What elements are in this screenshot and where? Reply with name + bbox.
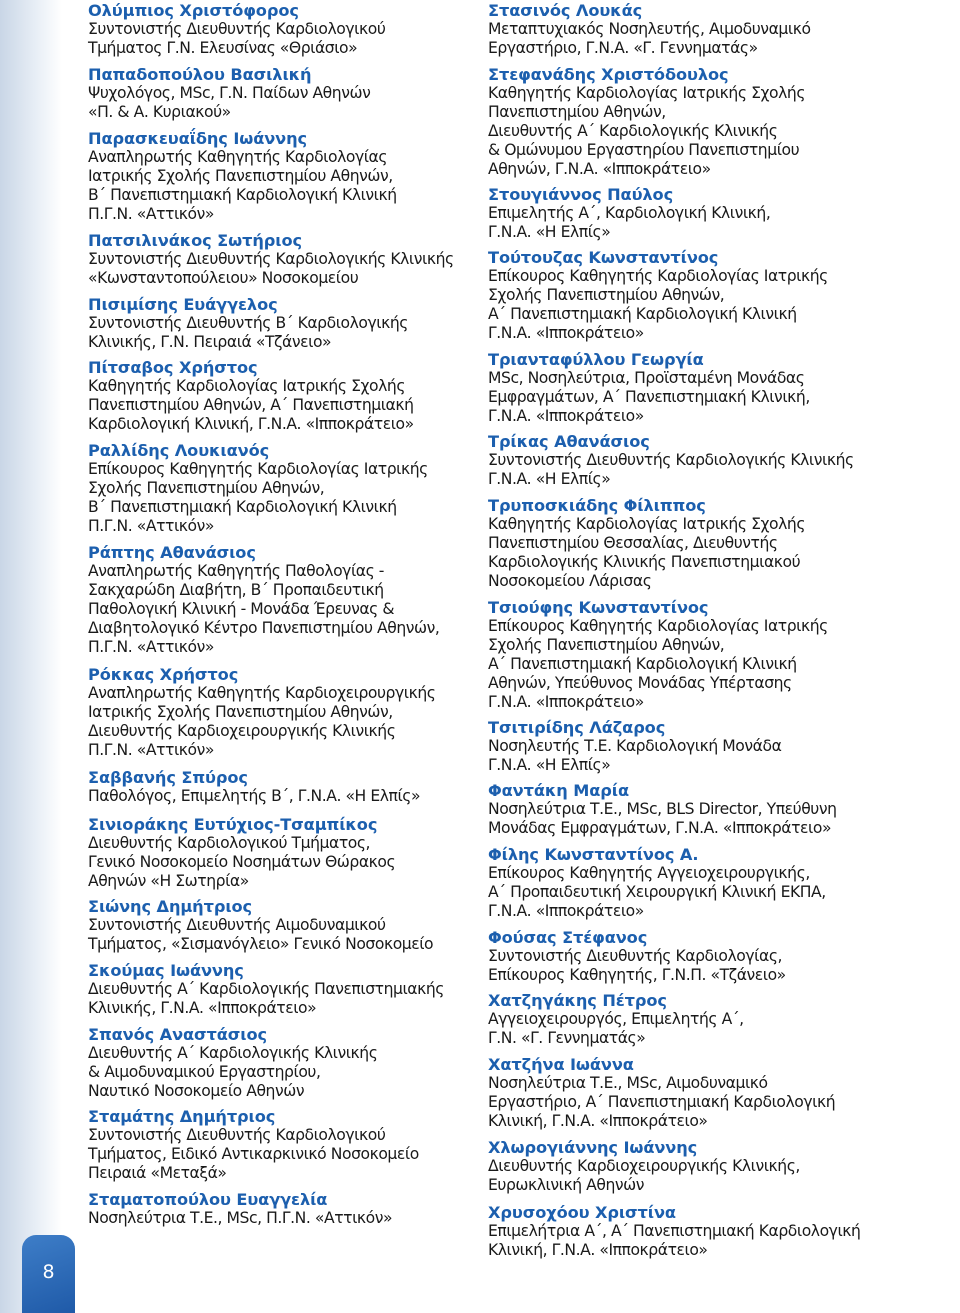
entry-name: Φούσας Στέφανος [488,928,648,947]
entry-affiliation-line: Επίκουρος Καθηγητής Καρδιολογίας Ιατρικής [88,460,428,478]
entry-affiliation-line: Γ.Ν.Α. «Η Ελπίς» [488,756,611,774]
entry-affiliation-line: «Κωνσταντοπούλειου» Νοσοκομείου [88,269,359,287]
entry-affiliation-line: Νοσηλευτής Τ.Ε. Καρδιολογική Μονάδα [488,737,782,755]
entry-name: Τούτουζας Κωνσταντίνος [488,248,719,267]
entry-name: Στουγιάννος Παύλος [488,185,674,204]
entry-name: Παπαδοπούλου Βασιλική [88,65,312,84]
entry-affiliation-line: Συντονιστής Διευθυντής Καρδιολογικής Κλινικής [88,250,454,268]
entry-affiliation-line: Μεταπτυχιακός Νοσηλευτής, Αιμοδυναμικό [488,20,811,38]
entry-affiliation-line: Εμφραγμάτων, Α΄ Πανεπιστημιακή Κλινική, [488,388,810,406]
entry-affiliation-line: Ευρωκλινική Αθηνών [488,1176,645,1194]
entry-affiliation-line: Αναπληρωτής Καθηγητής Καρδιοχειρουργικής [88,684,436,702]
page-number: 8 [42,1261,55,1283]
entry-affiliation-line: Ψυχολόγος, MSc, Γ.Ν. Παίδων Αθηνών [88,84,371,102]
entry-name: Χατζήνα Ιωάννα [488,1055,634,1074]
directory-entry [88,1107,419,1183]
entry-name: Σταμάτης Δημήτριος [88,1107,276,1126]
entry-affiliation-line: Ναυτικό Νοσοκομείο Αθηνών [88,1082,305,1100]
directory-entry [88,358,414,434]
directory-entry [88,768,420,806]
entry-affiliation-line: Γ.Ν.Α. «Η Ελπίς» [488,223,611,241]
entry-affiliation-line: Διευθυντής Α΄ Καρδιολογικής Κλινικής [88,1044,378,1062]
directory-entry [88,1025,377,1101]
entry-affiliation-line: Συντονιστής Διευθυντής Καρδιολογίας, [488,947,783,965]
directory-entry [88,1190,392,1228]
entry-name: Φαντάκη Μαρία [488,781,629,800]
entry-affiliation-line: Αθηνών «Η Σωτηρία» [88,872,249,890]
entry-name: Σκούμας Ιωάννης [88,961,244,980]
entry-name: Ράπτης Αθανάσιος [88,543,256,562]
entry-name: Χατζηγάκης Πέτρος [488,991,667,1010]
entry-affiliation-line: Πανεπιστημίου Αθηνών, Α΄ Πανεπιστημιακή [88,396,414,414]
entry-affiliation-line: Νοσηλεύτρια Τ.Ε., MSc, BLS Director, Υπεύθυνη [488,800,837,818]
entry-affiliation-line: Επίκουρος Καθηγητής Αγγειοχειρουργικής, [488,864,810,882]
entry-name: Σταματοπούλου Ευαγγελία [88,1190,328,1209]
directory-entry [88,665,435,760]
entry-affiliation-line: Νοσηλεύτρια Τ.Ε., MSc, Αιμοδυναμικό [488,1074,768,1092]
entry-affiliation-line: Α΄ Προπαιδευτική Χειρουργική Κλινική ΕΚΠΑ, [488,883,826,901]
directory-entry [488,350,810,426]
entry-affiliation-line: Διευθυντής Καρδιοχειρουργικής Κλινικής [88,722,396,740]
entry-affiliation-line: «Π. & Α. Κυριακού» [88,103,231,121]
entry-affiliation-line: Διευθυντής Καρδιοχειρουργικής Κλινικής, [488,1157,800,1175]
entry-affiliation-line: Διευθυντής Καρδιολογικού Τμήματος, [88,834,371,852]
directory-entry [88,897,433,954]
entry-affiliation-line: Π.Γ.Ν. «Αττικόν» [88,638,214,656]
directory-entry [88,65,370,122]
entry-affiliation-line: Α΄ Πανεπιστημιακή Καρδιολογική Κλινική [488,655,797,673]
entry-affiliation-line: Β΄ Πανεπιστημιακή Καρδιολογική Κλινική [88,186,397,204]
entry-affiliation-line: Τμήματος, Ειδικό Αντικαρκινικό Νοσοκομείο [88,1145,419,1163]
entry-affiliation-line: Πανεπιστημίου Αθηνών, [488,103,666,121]
entry-affiliation-line: Αναπληρωτής Καθηγητής Καρδιολογίας [88,148,388,166]
entry-affiliation-line: Εργαστήριο, Α΄ Πανεπιστημιακή Καρδιολογική [488,1093,836,1111]
directory-entry [488,718,781,775]
entry-affiliation-line: Συντονιστής Διευθυντής Καρδιολογικού [88,20,386,38]
directory-entry [88,441,428,536]
entry-affiliation-line: Επίκουρος Καθηγητής Καρδιολογίας Ιατρικής [488,267,828,285]
entry-affiliation-line: Κλινική, Γ.Ν.Α. «Ιπποκράτειο» [488,1241,708,1259]
entry-affiliation-line: Συντονιστής Διευθυντής Καρδιολογικής Κλινικής [488,451,854,469]
entry-affiliation-line: Επιμελήτρια Α΄, Α΄ Πανεπιστημιακή Καρδιολογική [488,1222,861,1240]
entry-affiliation-line: Διευθυντής Α΄ Καρδιολογικής Κλινικής [488,122,778,140]
entry-name: Φίλης Κωνσταντίνος Α. [488,845,699,864]
directory-entry [88,543,439,657]
entry-affiliation-line: Τμήματος, «Σισμανόγλειο» Γενικό Νοσοκομείο [88,935,434,953]
entry-affiliation-line: Νοσηλεύτρια Τ.Ε., MSc, Π.Γ.Ν. «Αττικόν» [88,1209,393,1227]
entry-name: Στασινός Λουκάς [488,1,643,20]
entry-name: Σαββανής Σπύρος [88,768,248,787]
entry-affiliation-line: Γενικό Νοσοκομείο Νοσημάτων Θώρακος [88,853,396,871]
entry-affiliation-line: Σακχαρώδη Διαβήτη, Β΄ Προπαιδευτική [88,581,384,599]
entry-affiliation-line: Σχολής Πανεπιστημίου Αθηνών, [488,636,725,654]
entry-affiliation-line: Ιατρικής Σχολής Πανεπιστημίου Αθηνών, [88,167,393,185]
entry-affiliation-line: Παθολόγος, Επιμελητής Β΄, Γ.Ν.Α. «Η Ελπίς» [88,787,421,805]
entry-affiliation-line: Π.Γ.Ν. «Αττικόν» [88,517,214,535]
entry-name: Σιώνης Δημήτριος [88,897,253,916]
entry-name: Χλωρογιάννης Ιωάννης [488,1138,698,1157]
entry-name: Ολύμπιος Χριστόφορος [88,1,299,20]
entry-affiliation-line: Κλινικής, Γ.Ν.Α. «Ιπποκράτειο» [88,999,317,1017]
entry-name: Πατσιλινάκος Σωτήριος [88,231,302,250]
entry-affiliation-line: Β΄ Πανεπιστημιακή Καρδιολογική Κλινική [88,498,397,516]
entry-name: Τριανταφύλλου Γεωργία [488,350,704,369]
entry-name: Τσιούφης Κωνσταντίνος [488,598,709,617]
entry-name: Πίτσαβος Χρήστος [88,358,258,377]
entry-affiliation-line: Διευθυντής Α΄ Καρδιολογικής Πανεπιστημιακής [88,980,445,998]
entry-name: Σινιοράκης Ευτύχιος-Τσαμπίκος [88,815,378,834]
entry-affiliation-line: Μονάδας Εμφραγμάτων, Γ.Ν.Α. «Ιπποκράτειο» [488,819,832,837]
entry-name: Ρόκκας Χρήστος [88,665,239,684]
directory-entry [488,496,805,591]
directory-entry [88,129,397,224]
entry-affiliation-line: Γ.Ν.Α. «Ιπποκράτειο» [488,693,644,711]
directory-entry [88,961,444,1018]
entry-name: Τρίκας Αθανάσιος [488,432,650,451]
entry-affiliation-line: Κλινικής, Γ.Ν. Πειραιά «Τζάνειο» [88,333,332,351]
entry-affiliation-line: Κλινική, Γ.Ν.Α. «Ιπποκράτειο» [488,1112,708,1130]
entry-affiliation-line: Γ.Ν.Α. «Ιπποκράτειο» [488,407,644,425]
directory-entry [488,185,770,242]
directory-entry [488,1203,860,1260]
entry-affiliation-line: Σχολής Πανεπιστημίου Αθηνών, [88,479,325,497]
directory-entry [488,1,811,58]
page-number-tab [22,1235,75,1313]
side-decoration-strip [0,0,62,1313]
entry-affiliation-line: Επίκουρος Καθηγητής Καρδιολογίας Ιατρικής [488,617,828,635]
entry-affiliation-line: Γ.Ν.Α. «Ιπποκράτειο» [488,902,644,920]
entry-affiliation-line: Τμήματος Γ.Ν. Ελευσίνας «Θριάσιο» [88,39,358,57]
entry-name: Παρασκευαΐδης Ιωάννης [88,129,308,148]
entry-affiliation-line: Καθηγητής Καρδιολογίας Ιατρικής Σχολής [488,515,806,533]
directory-entry [488,1138,800,1195]
directory-entry [488,65,805,179]
entry-affiliation-line: Σχολής Πανεπιστημίου Αθηνών, [488,286,725,304]
directory-entry [488,248,828,343]
entry-affiliation-line: MSc, Νοσηλεύτρια, Προϊσταμένη Μονάδας [488,369,805,387]
directory-entry [88,295,408,352]
entry-name: Χρυσοχόου Χριστίνα [488,1203,676,1222]
directory-entry [88,815,395,891]
directory-entry [488,598,828,712]
entry-affiliation-line: Παθολογική Κλινική - Μονάδα Έρευνας & [88,600,395,618]
entry-name: Τσιτιρίδης Λάζαρος [488,718,666,737]
entry-affiliation-line: Α΄ Πανεπιστημιακή Καρδιολογική Κλινική [488,305,797,323]
entry-affiliation-line: Καρδιολογική Κλινική, Γ.Ν.Α. «Ιπποκράτειο» [88,415,414,433]
entry-affiliation-line: Αθηνών, Γ.Ν.Α. «Ιπποκράτειο» [488,160,711,178]
entry-affiliation-line: Αθηνών, Υπεύθυνος Μονάδας Υπέρτασης [488,674,792,692]
directory-entry [488,845,826,921]
directory-entry [488,928,786,985]
entry-affiliation-line: Π.Γ.Ν. «Αττικόν» [88,205,214,223]
entry-affiliation-line: & Αιμοδυναμικού Εργαστηρίου, [88,1063,321,1081]
entry-affiliation-line: Πειραιά «Μεταξά» [88,1164,227,1182]
entry-affiliation-line: Συντονιστής Διευθυντής Β΄ Καρδιολογικής [88,314,408,332]
entry-affiliation-line: Π.Γ.Ν. «Αττικόν» [88,741,214,759]
entry-affiliation-line: Νοσοκομείου Λάρισας [488,572,652,590]
entry-affiliation-line: Γ.Ν.Α. «Η Ελπίς» [488,470,611,488]
entry-affiliation-line: Καθηγητής Καρδιολογίας Ιατρικής Σχολής [88,377,406,395]
entry-affiliation-line: Καρδιολογικής Κλινικής Πανεπιστημιακού [488,553,801,571]
entry-affiliation-line: Εργαστήριο, Γ.Ν.Α. «Γ. Γεννηματάς» [488,39,758,57]
entry-affiliation-line: Αναπληρωτής Καθηγητής Παθολογίας - [88,562,384,580]
directory-entry [488,432,854,489]
entry-name: Τρυποσκιάδης Φίλιππος [488,496,706,515]
entry-affiliation-line: Διαβητολογικό Κέντρο Πανεπιστημίου Αθηνών, [88,619,440,637]
entry-name: Πισιμίσης Ευάγγελος [88,295,278,314]
directory-entry [488,1055,835,1131]
directory-entry [488,991,744,1048]
entry-affiliation-line: Γ.Ν. «Γ. Γεννηματάς» [488,1029,646,1047]
entry-affiliation-line: Επίκουρος Καθηγητής, Γ.Ν.Π. «Τζάνειο» [488,966,786,984]
entry-affiliation-line: Συντονιστής Διευθυντής Καρδιολογικού [88,1126,386,1144]
entry-affiliation-line: & Ομώνυμου Εργαστηρίου Πανεπιστημίου [488,141,800,159]
entry-affiliation-line: Ιατρικής Σχολής Πανεπιστημίου Αθηνών, [88,703,393,721]
entry-affiliation-line: Αγγειοχειρουργός, Επιμελητής Α΄, [488,1010,744,1028]
directory-entry [88,231,454,288]
entry-affiliation-line: Πανεπιστημίου Θεσσαλίας, Διευθυντής [488,534,778,552]
directory-entry [88,1,385,58]
entry-affiliation-line: Γ.Ν.Α. «Ιπποκράτειο» [488,324,644,342]
entry-name: Ραλλίδης Λουκιανός [88,441,270,460]
entry-name: Σπανός Αναστάσιος [88,1025,268,1044]
entry-affiliation-line: Καθηγητής Καρδιολογίας Ιατρικής Σχολής [488,84,806,102]
entry-name: Στεφανάδης Χριστόδουλος [488,65,729,84]
directory-entry [488,781,837,838]
entry-affiliation-line: Επιμελητής Α΄, Καρδιολογική Κλινική, [488,204,771,222]
entry-affiliation-line: Συντονιστής Διευθυντής Αιμοδυναμικού [88,916,386,934]
